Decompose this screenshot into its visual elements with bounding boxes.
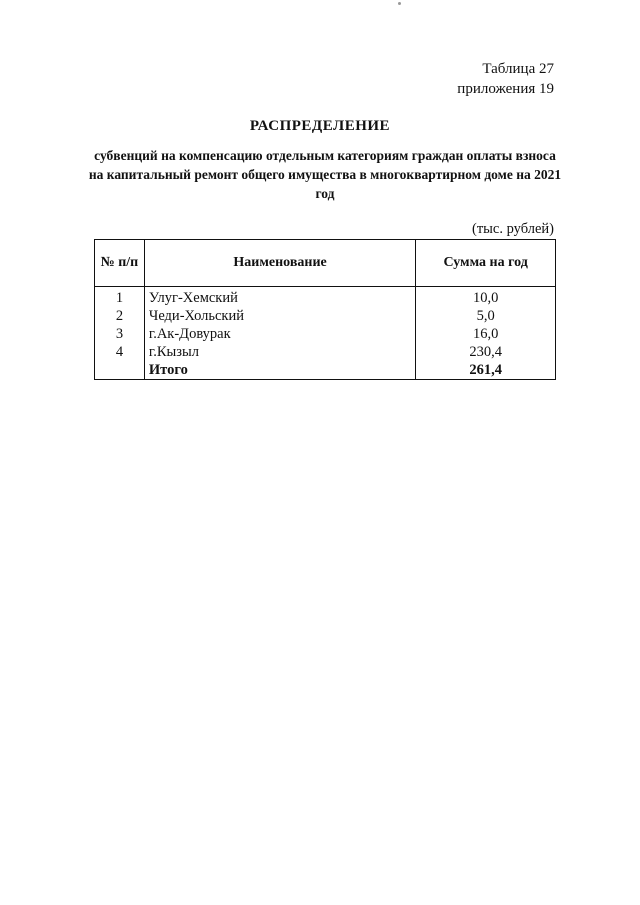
row-number: 3: [95, 325, 145, 343]
row-number: 4: [95, 343, 145, 361]
table-row: [95, 325, 556, 343]
scan-artifact: [398, 2, 401, 5]
row-number: 1: [95, 287, 145, 308]
column-header-number: № п/п: [95, 240, 145, 287]
row-sum: 5,0: [416, 307, 556, 325]
row-name: г.Ак-Довурак: [144, 325, 415, 343]
table-total-row: [95, 361, 556, 380]
subtitle-line-1: субвенций на компенсацию отдельным категориям граждан оплаты взноса: [94, 148, 556, 163]
table-row: [95, 307, 556, 325]
subtitle-line-2: на капитальный ремонт общего имущества в многоквартирном доме на 2021: [88, 167, 562, 182]
total-number: [95, 361, 145, 380]
row-sum: 230,4: [416, 343, 556, 361]
units-label: (тыс. рублей): [472, 221, 554, 237]
table-row: [95, 343, 556, 361]
column-header-sum: Сумма на год: [416, 240, 556, 287]
subtitle-line-3: год: [315, 186, 335, 201]
table-reference: [457, 59, 554, 99]
total-label: Итого: [144, 361, 415, 380]
row-number: 2: [95, 307, 145, 325]
row-name: г.Кызыл: [144, 343, 415, 361]
total-sum: 261,4: [416, 361, 556, 380]
table-row: [95, 287, 556, 308]
distribution-table: [94, 239, 556, 380]
table-ref-appendix: приложения 19: [457, 81, 554, 97]
table-header-row: [95, 240, 556, 287]
row-sum: 10,0: [416, 287, 556, 308]
table-ref-number: Таблица 27: [482, 61, 554, 77]
document-title: РАСПРЕДЕЛЕНИЕ: [249, 118, 391, 134]
row-sum: 16,0: [416, 325, 556, 343]
document-subtitle: [80, 146, 570, 203]
row-name: Улуг-Хемский: [144, 287, 415, 308]
column-header-name: Наименование: [144, 240, 415, 287]
row-name: Чеди-Хольский: [144, 307, 415, 325]
